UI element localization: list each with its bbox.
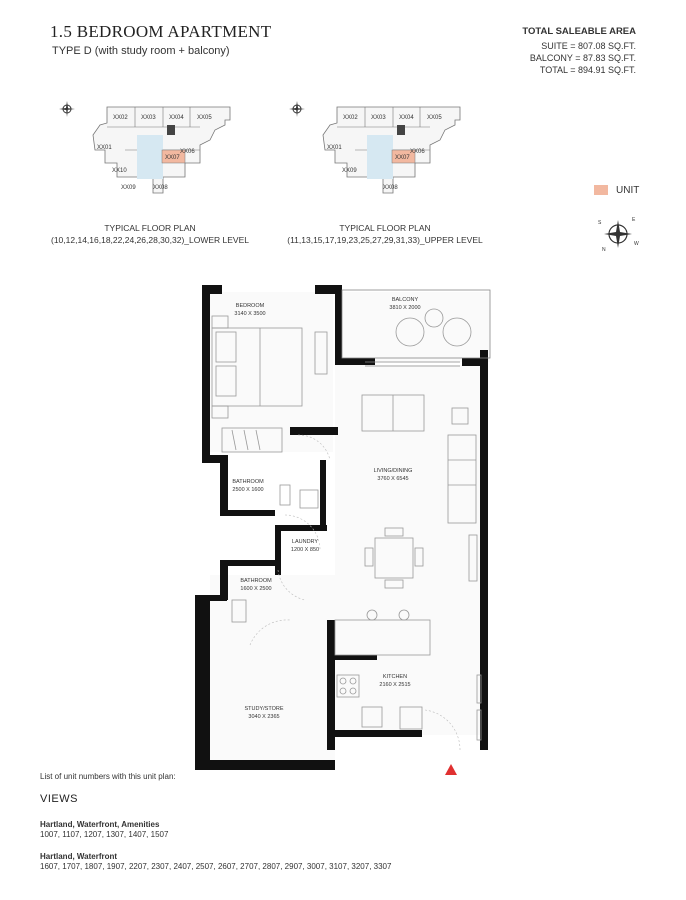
area-balcony: BALCONY = 87.83 SQ.FT.	[529, 53, 636, 63]
compass-icon	[289, 101, 305, 117]
kitchen-label: KITCHEN	[382, 674, 408, 680]
legend-label: UNIT	[616, 185, 640, 196]
unit-xx07: XX07	[165, 155, 180, 161]
legend-swatch	[594, 185, 608, 195]
unit-xx08: XX08	[383, 185, 398, 191]
unit-xx09: XX09	[121, 185, 136, 191]
unit-xx04: XX04	[399, 115, 414, 121]
compass-letter-e: E	[632, 217, 636, 223]
laundry-dims: 1200 X 850	[290, 547, 320, 553]
compass-icon	[59, 101, 75, 117]
area-suite: SUITE = 807.08 SQ.FT.	[541, 41, 636, 51]
bathroom-1-dims: 2500 X 1600	[232, 487, 264, 493]
bathroom-2-label: BATHROOM	[240, 578, 272, 584]
bedroom-dims: 3140 X 3500	[234, 311, 266, 317]
living-dining-dims: 3760 X 6545	[377, 476, 409, 482]
kitchen-dims: 2160 X 2515	[379, 682, 411, 688]
area-total: TOTAL = 894.91 SQ.FT.	[539, 65, 636, 75]
bathroom-2-dims: 1600 X 2500	[240, 586, 272, 592]
unit-xx03: XX03	[141, 115, 156, 121]
unit-xx03: XX03	[371, 115, 386, 121]
compass-letter-s: S	[598, 220, 602, 226]
legend	[594, 185, 639, 196]
key-plan-caption: TYPICAL FLOOR PLAN	[339, 223, 431, 233]
key-plan-upper-level	[285, 95, 485, 220]
north-arrow-icon	[596, 214, 644, 254]
key-plan-caption: TYPICAL FLOOR PLAN	[104, 223, 196, 233]
compass-letter-n: N	[602, 247, 606, 253]
view-group-1-units: 1007, 1107, 1207, 1307, 1407, 1507	[40, 830, 169, 839]
laundry-label: LAUNDRY	[291, 539, 319, 545]
unit-xx04: XX04	[169, 115, 184, 121]
unit-floor-plan	[190, 280, 500, 780]
unit-xx06: XX06	[180, 149, 195, 155]
unit-xx09: XX09	[342, 168, 357, 174]
unit-xx05: XX05	[197, 115, 212, 121]
unit-type-subtitle: TYPE D (with study room + balcony)	[52, 45, 230, 57]
unit-xx07: XX07	[395, 155, 410, 161]
unit-xx10: XX10	[112, 168, 127, 174]
area-heading: TOTAL SALEABLE AREA	[522, 26, 636, 37]
study-store-dims: 3040 X 2365	[248, 714, 280, 720]
unit-xx08: XX08	[153, 185, 168, 191]
study-store-label: STUDY/STORE	[244, 706, 284, 712]
balcony-label: BALCONY	[391, 297, 419, 303]
key-plan-floors: (11,13,15,17,19,23,25,27,29,31,33)_UPPER LEVEL	[287, 235, 483, 245]
view-group-1-heading: Hartland, Waterfront, Amenities	[40, 820, 160, 829]
page-title: 1.5 BEDROOM APARTMENT	[50, 22, 272, 41]
unit-xx02: XX02	[113, 115, 128, 121]
unit-xx05: XX05	[427, 115, 442, 121]
bathroom-1-label: BATHROOM	[232, 479, 264, 485]
living-dining-label: LIVING/DINING	[373, 468, 413, 474]
key-plan-floors: (10,12,14,16,18,22,24,26,28,30,32)_LOWER LEVEL	[51, 235, 249, 245]
unit-list-label: List of unit numbers with this unit plan:	[40, 772, 176, 781]
balcony-dims: 3810 X 2000	[389, 305, 421, 311]
key-plan-lower-level	[55, 95, 255, 220]
unit-xx01: XX01	[97, 145, 112, 151]
bedroom-label: BEDROOM	[235, 303, 265, 309]
unit-xx01: XX01	[327, 145, 342, 151]
unit-xx02: XX02	[343, 115, 358, 121]
unit-xx06: XX06	[410, 149, 425, 155]
view-group-2-units: 1607, 1707, 1807, 1907, 2207, 2307, 2407, 2507, 2607, 2707, 2807, 2907, 3007, 3107, 3207, 3307	[40, 862, 392, 871]
entrance-marker-icon	[445, 764, 457, 775]
view-group-2-heading: Hartland, Waterfront	[40, 852, 118, 861]
views-heading: VIEWS	[40, 793, 78, 805]
compass-letter-w: W	[634, 241, 639, 247]
